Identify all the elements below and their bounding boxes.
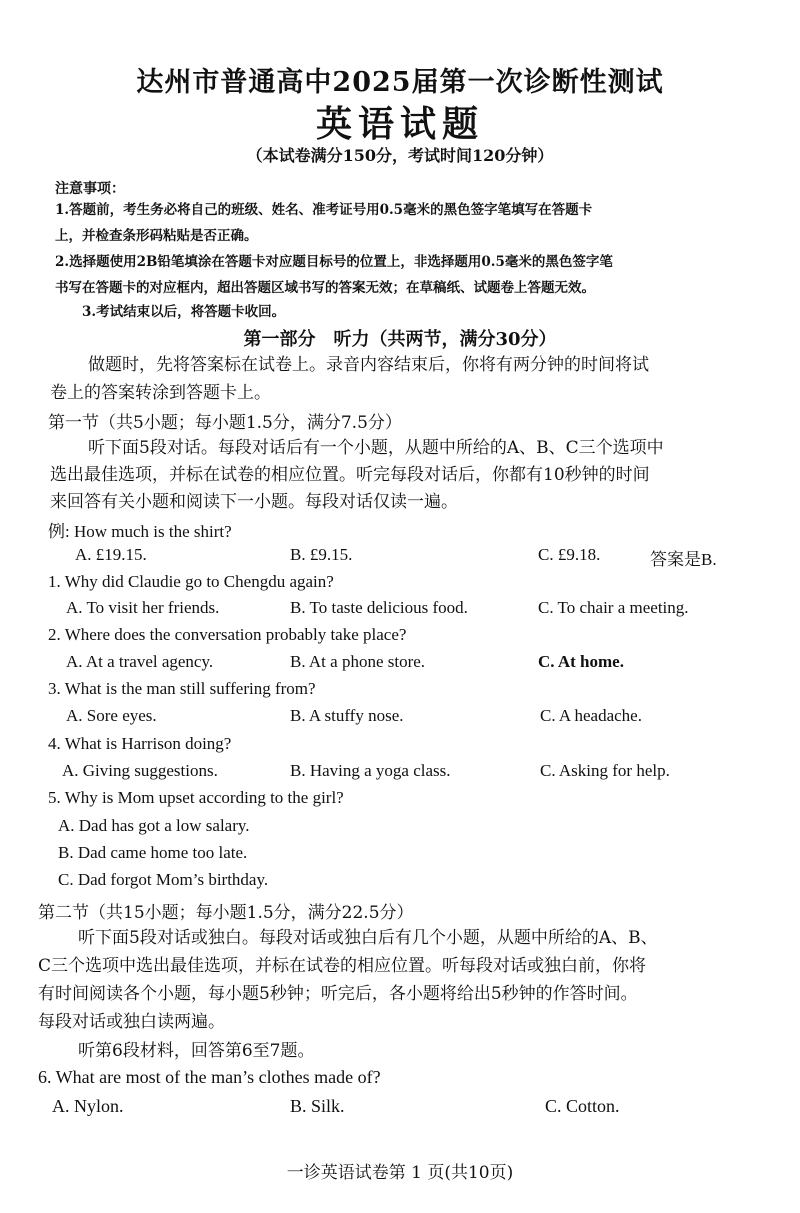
notice-item-1-line-2: 上，并检查条形码粘贴是否正确。: [55, 228, 258, 244]
subject-title: 英语试题: [315, 103, 484, 145]
example-question: 例: How much is the shirt?: [48, 522, 232, 541]
question-5-option-a: A. Dad has got a low salary.: [58, 816, 250, 835]
question-2-option-a: A. At a travel agency.: [66, 652, 214, 671]
exam-subtitle: （本试卷满分150分，考试时间120分钟）: [246, 146, 554, 165]
section1-intro-line-1: 听下面5段对话。每段对话后有一个小题，从题中所给的A、B、C三个选项中: [88, 438, 664, 458]
question-5-option-b: B. Dad came home too late.: [58, 843, 248, 862]
notice-heading: 注意事项：: [55, 181, 125, 197]
page-footer: 一诊英语试卷第 1 页(共10页): [286, 1163, 514, 1183]
question-1-option-c: C. To chair a meeting.: [538, 598, 689, 617]
notice-item-1-line-1: 1.答题前，考生务必将自己的班级、姓名、准考证号用0.5毫米的黑色签字笔填写在答题卡: [55, 202, 593, 218]
question-2-option-b: B. At a phone store.: [290, 652, 426, 671]
section2-heading: 第二节（共15小题；每小题1.5分，满分22.5分）: [38, 903, 414, 923]
section1-intro-line-2: 选出最佳选项，并标在试卷的相应位置。听完每段对话后，你都有10秒钟的时间: [50, 465, 650, 485]
question-6: 6. What are most of the man’s clothes made of?: [38, 1067, 381, 1087]
example-option-c: C. £9.18.: [538, 545, 601, 564]
question-6-option-b: B. Silk.: [290, 1096, 345, 1116]
section2-intro-line-1: 听下面5段对话或独白。每段对话或独白后有几个小题，从题中所给的A、B、: [78, 928, 658, 948]
question-1-option-b: B. To taste delicious food.: [290, 598, 468, 617]
section1-intro-line-3: 来回答有关小题和阅读下一小题。每段对话仅读一遍。: [50, 492, 458, 512]
question-5: 5. Why is Mom upset according to the girl?: [48, 788, 344, 807]
question-3-option-b: B. A stuffy nose.: [290, 706, 404, 725]
question-1: 1. Why did Claudie go to Chengdu again?: [48, 572, 334, 591]
question-3-option-c: C. A headache.: [540, 706, 642, 725]
example-answer: 答案是B.: [650, 550, 717, 569]
question-3: 3. What is the man still suffering from?: [48, 679, 316, 698]
part1-intro-line-2: 卷上的答案转涂到答题卡上。: [50, 383, 271, 403]
exam-title: 达州市普通高中2025届第一次诊断性测试: [136, 67, 664, 98]
notice-item-2-line-1: 2.选择题使用2B铅笔填涂在答题卡对应题目标号的位置上，非选择题用0.5毫米的黑色签字笔: [55, 254, 613, 270]
question-6-option-a: A. Nylon.: [52, 1096, 124, 1116]
question-6-option-c: C. Cotton.: [545, 1096, 620, 1116]
question-1-option-a: A. To visit her friends.: [66, 598, 220, 617]
question-5-option-c: C. Dad forgot Mom’s birthday.: [58, 870, 269, 889]
notice-item-3: 3.考试结束以后，将答题卡收回。: [82, 304, 286, 320]
part1-heading: 第一部分 听力（共两节，满分30分）: [243, 329, 557, 350]
question-4-option-a: A. Giving suggestions.: [62, 761, 218, 780]
question-4: 4. What is Harrison doing?: [48, 734, 232, 753]
question-2-option-c: C. At home.: [538, 652, 624, 671]
question-4-option-b: B. Having a yoga class.: [290, 761, 451, 780]
question-2: 2. Where does the conversation probably take place?: [48, 625, 407, 644]
material-instruction: 听第6段材料，回答第6至7题。: [78, 1041, 315, 1061]
section1-heading: 第一节（共5小题；每小题1.5分，满分7.5分）: [48, 413, 402, 433]
example-option-b: B. £9.15.: [290, 545, 353, 564]
question-4-option-c: C. Asking for help.: [540, 761, 670, 780]
section2-intro-line-3: 有时间阅读各个小题，每小题5秒钟；听完后，各小题将给出5秒钟的作答时间。: [38, 984, 638, 1004]
notice-item-2-line-2: 书写在答题卡的对应框内，超出答题区域书写的答案无效；在草稿纸、试题卷上答题无效。: [55, 280, 595, 296]
part1-intro-line-1: 做题时，先将答案标在试卷上。录音内容结束后，你将有两分钟的时间将试: [88, 355, 649, 375]
example-option-a: A. £19.15.: [75, 545, 147, 564]
section2-intro-line-4: 每段对话或独白读两遍。: [38, 1012, 225, 1032]
question-3-option-a: A. Sore eyes.: [66, 706, 157, 725]
section2-intro-line-2: C三个选项中选出最佳选项，并标在试卷的相应位置。听每段对话或独白前，你将: [38, 956, 647, 976]
